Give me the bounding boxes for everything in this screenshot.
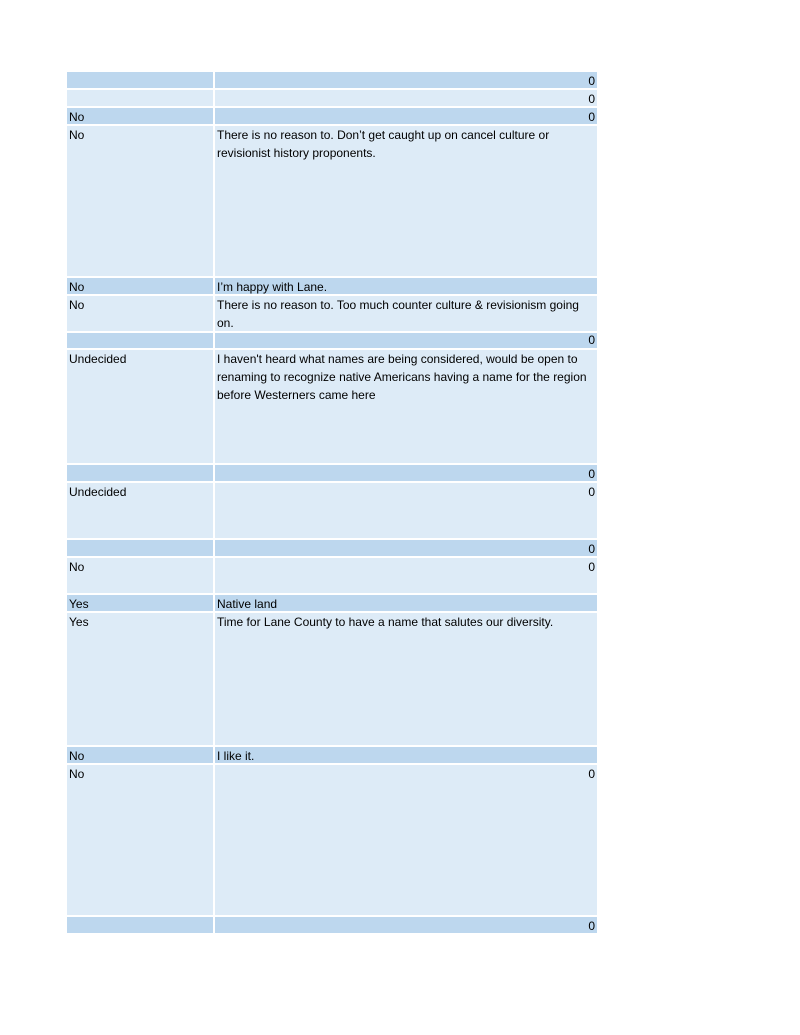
answer-cell bbox=[67, 917, 213, 933]
table-row bbox=[67, 540, 597, 556]
table-row bbox=[67, 917, 597, 933]
comment-cell: 0 bbox=[215, 540, 597, 556]
comment-cell: 0 bbox=[215, 108, 597, 124]
answer-cell bbox=[67, 540, 213, 556]
answer-cell: No bbox=[67, 558, 213, 593]
comment-cell: 0 bbox=[215, 917, 597, 933]
comment-cell: 0 bbox=[215, 72, 597, 88]
answer-cell: No bbox=[67, 747, 213, 763]
table-row bbox=[67, 465, 597, 481]
comment-cell: 0 bbox=[215, 765, 597, 915]
comment-cell: 0 bbox=[215, 90, 597, 106]
answer-cell bbox=[67, 90, 213, 106]
table-row bbox=[67, 483, 597, 538]
answer-cell: No bbox=[67, 296, 213, 331]
comment-cell: I haven't heard what names are being considered, would be open to renaming to recognize native Americans having a name for the region before Westerners came here bbox=[215, 350, 597, 463]
comment-cell: Native land bbox=[215, 595, 597, 611]
comment-cell: 0 bbox=[215, 558, 597, 593]
comment-cell: 0 bbox=[215, 333, 597, 348]
table-row bbox=[67, 72, 597, 88]
comment-cell: 0 bbox=[215, 483, 597, 538]
answer-cell bbox=[67, 465, 213, 481]
response-table bbox=[67, 72, 597, 935]
comment-cell: There is no reason to. Too much counter culture & revisionism going on. bbox=[215, 296, 597, 331]
answer-cell: No bbox=[67, 765, 213, 915]
table-row bbox=[67, 558, 597, 593]
answer-cell: Undecided bbox=[67, 350, 213, 463]
comment-cell: I like it. bbox=[215, 747, 597, 763]
table-row bbox=[67, 747, 597, 763]
answer-cell: No bbox=[67, 126, 213, 276]
table-row bbox=[67, 278, 597, 294]
answer-cell bbox=[67, 72, 213, 88]
comment-cell: There is no reason to. Don’t get caught up on cancel culture or revisionist history proponents. bbox=[215, 126, 597, 276]
answer-cell: Undecided bbox=[67, 483, 213, 538]
comment-cell: Time for Lane County to have a name that salutes our diversity. bbox=[215, 613, 597, 745]
comment-cell: 0 bbox=[215, 465, 597, 481]
table-row bbox=[67, 595, 597, 611]
answer-cell: Yes bbox=[67, 595, 213, 611]
answer-cell: No bbox=[67, 278, 213, 294]
table-row bbox=[67, 613, 597, 745]
answer-cell bbox=[67, 333, 213, 348]
table-row bbox=[67, 108, 597, 124]
table-row bbox=[67, 333, 597, 348]
table-row bbox=[67, 90, 597, 106]
answer-cell: Yes bbox=[67, 613, 213, 745]
table-row bbox=[67, 296, 597, 331]
answer-cell: No bbox=[67, 108, 213, 124]
table-row bbox=[67, 765, 597, 915]
table-row bbox=[67, 350, 597, 463]
table-row bbox=[67, 126, 597, 276]
comment-cell: I’m happy with Lane. bbox=[215, 278, 597, 294]
